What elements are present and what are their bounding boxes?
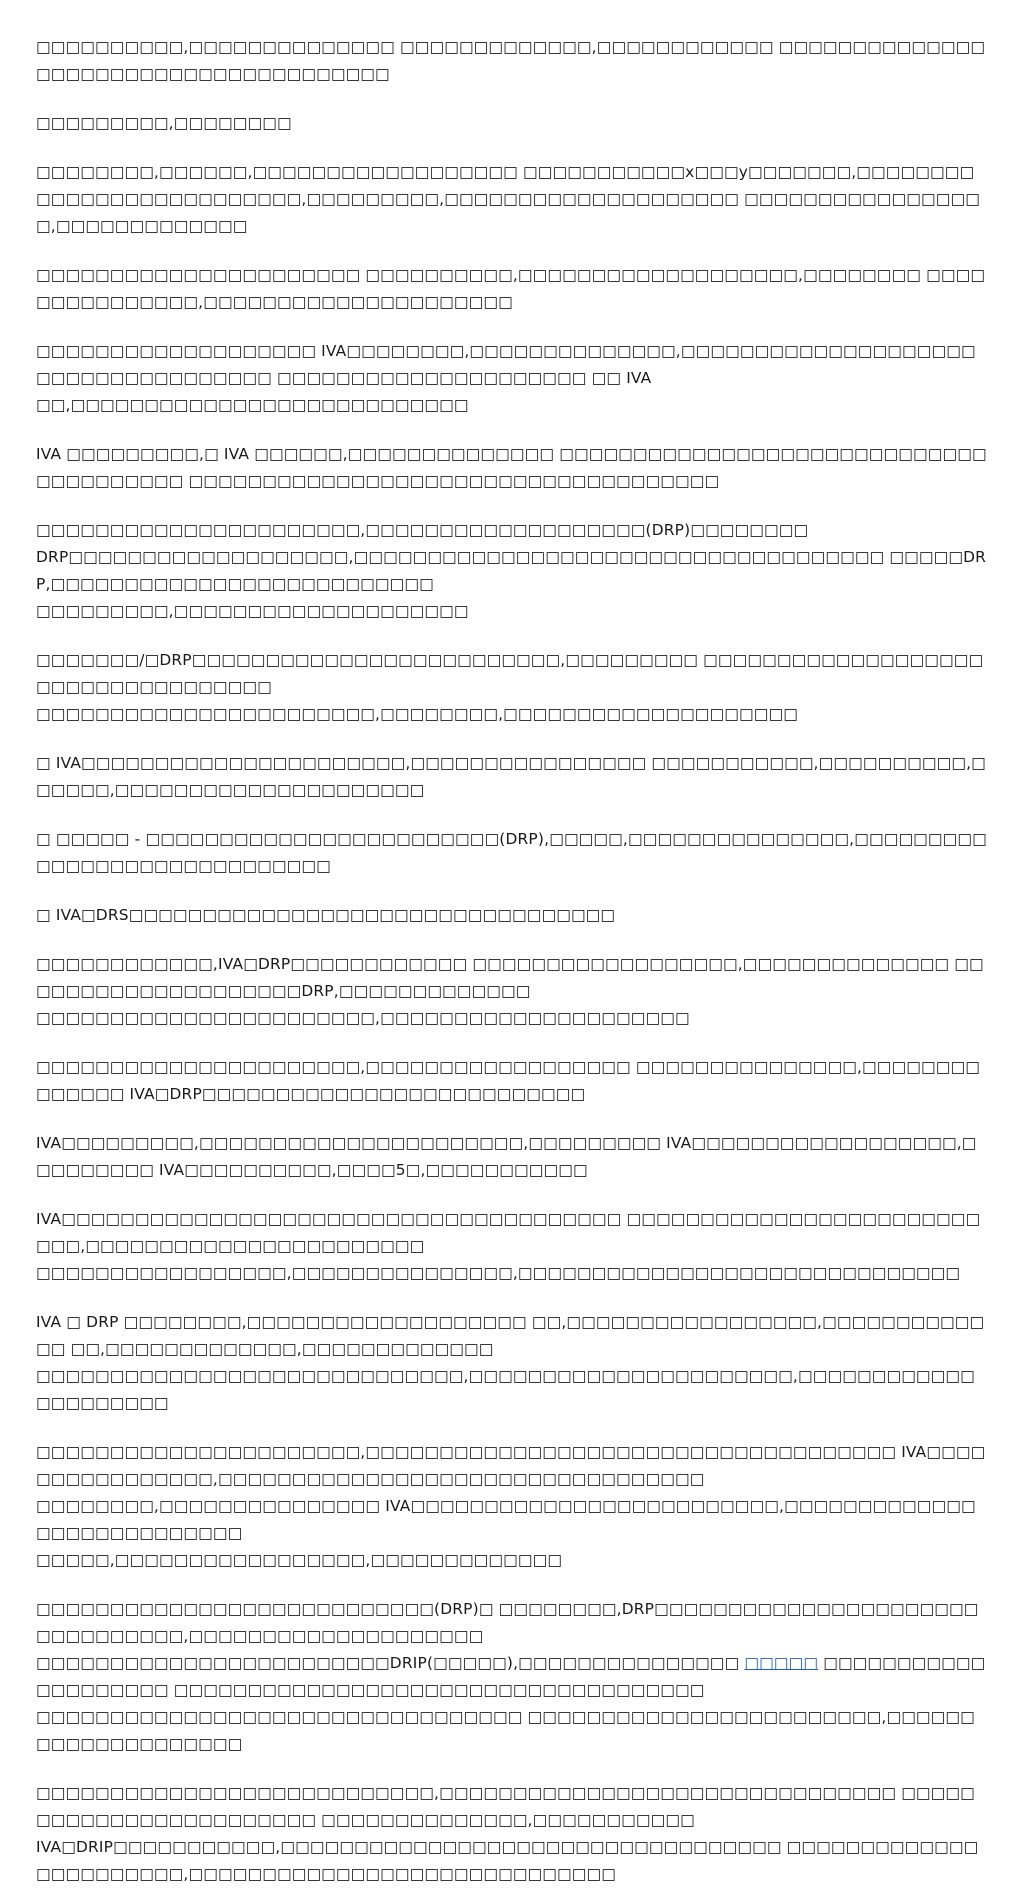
paragraph-19: □□□□□□□□□□□□□□□□□□□□□□□□□□□,□□□□□□□□□□□□□□□□□□□□□□□□□□□□□□□ □□□□□□□□□□□□□□□□□□□□□□□□ □□□□□□□□□□□□□□,□□□□□□□□□□□ IVA□DRIP□□□□□□□□□□□,□□□□□□□□□□□□□□□□□□□□□□□□□□□□□□□□□□ □□□□□□□□□□□□□□□□□□□□□□□,□□□□□□□□□□□□□□□□□□□□□□□□□□□□□ xyxy=(36,1784,979,1883)
inline-link[interactable]: □□□□□ xyxy=(744,1654,819,1672)
paragraph-18-text-after: □□□□□□□□□□□□□□□□□□□□ □□□□□□□□□□□□□□□□□□□□□□□□□□□□□□□□□□□□ □□□□□□□□□□□□□□□□□□□□□□□□□□□□□□□□□ □□□□□□□□□□□□□□□□□□□□□□□□,□□□□□□□□□□□□□□□□□□□□ xyxy=(36,1654,986,1753)
paragraph-6: IVA □□□□□□□□□,□ IVA □□□□□□,□□□□□□□□□□□□□□ □□□□□□□□□□□□□□□□□□□□□□□□□□□□□□□□□□□□□□□ □□□□□□□□□□□□□□□□□□□□□□□□□□□□□□□□□□□□ xyxy=(36,445,987,490)
paragraph-8: □□□□□□□/□DRP□□□□□□□□□□□□□□□□□□□□□□□□□,□□□□□□□□□ □□□□□□□□□□□□□□□□□□□□□□□□□□□□□□□□□□□ □□□□□□□□□□□□□□□□□□□□□□□,□□□□□□□□,□□□□□□□□□□□□□□□□□□□□ xyxy=(36,651,984,723)
paragraph-18-text-before: □□□□□□□□□□□□□□□□□□□□□□□□□□□(DRP)□ □□□□□□□□,DRP□□□□□□□□□□□□□□□□□□□□□□□□□□□□□□□□,□□□□□□□□□□□□□□□□□□□□ □□□□□□□□□□□□□□□□□□□□□□□□DRIP(□□□□□),□□□□□□□□□□□□□□□ xyxy=(36,1600,979,1672)
paragraph-4: □□□□□□□□□□□□□□□□□□□□□□ □□□□□□□□□□,□□□□□□□□□□□□□□□□□□□,□□□□□□□□ □□□□□□□□□□□□□□□,□□□□□□□□□□□□□□□□□□□□□ xyxy=(36,266,986,311)
paragraph-9: □ IVA□□□□□□□□□□□□□□□□□□□□□□,□□□□□□□□□□□□□□□□ □□□□□□□□□□□,□□□□□□□□□□,□□□□□□,□□□□□□□□□□□□□□□□□□□□□ xyxy=(36,754,986,799)
paragraph-17: □□□□□□□□□□□□□□□□□□□□□□,□□□□□□□□□□□□□□□□□□□□□□□□□□□□□□□□□□□□ IVA□□□□□□□□□□□□□□□□,□□□□□□□□□□□□□□□□□□□□□□□□□□□□□□□□□ □□□□□□□□,□□□□□□□□□□□□□□□ IVA□□□□□□□□□□□□□□□□□□□□□□□□□,□□□□□□□□□□□□□□□□□□□□□□□□□□□ □□□□□,□□□□□□□□□□□□□□□□□,□□□□□□□□□□□□□ xyxy=(36,1443,986,1569)
paragraph-1: □□□□□□□□□□,□□□□□□□□□□□□□□ □□□□□□□□□□□□□,□□□□□□□□□□□□ □□□□□□□□□□□□□□□□□□□□□□□□□□□□□□□□□□□□□□ xyxy=(36,38,986,83)
paragraph-2: □□□□□□□□□,□□□□□□□□ xyxy=(36,114,292,132)
paragraph-10: □ □□□□□ - □□□□□□□□□□□□□□□□□□□□□□□□(DRP),□□□□□,□□□□□□□□□□□□□□□,□□□□□□□□□□□□□□□□□□□□□□□□□□□□□ xyxy=(36,830,987,875)
paragraph-7: □□□□□□□□□□□□□□□□□□□□□□,□□□□□□□□□□□□□□□□□□□(DRP)□□□□□□□□ DRP□□□□□□□□□□□□□□□□□□□,□□□□□□□□□□□□□□□□□□□□□□□□□□□□□□□□□□□□ □□□□□DRP,□□□□□□□□□□□□□□□□□□□□□□□□□□ □□□□□□□□□,□□□□□□□□□□□□□□□□□□□□ xyxy=(36,521,987,620)
paragraph-14: IVA□□□□□□□□□,□□□□□□□□□□□□□□□□□□□□□□,□□□□□□□□□ IVA□□□□□□□□□□□□□□□□□□,□□□□□□□□□ IVA□□□□□□□□□□,□□□□5□,□□□□□□□□□□□ xyxy=(36,1134,977,1179)
paragraph-5: □□□□□□□□□□□□□□□□□□□ IVA□□□□□□□□,□□□□□□□□□□□□□□,□□□□□□□□□□□□□□□□□□□□□□□□□□□□□□□□□□□□ □□□□□□□□□□□□□□□□□□□□□ □□ IVA □□,□□□□□□□□□□□□□□□□□□□□□□□□□□□ xyxy=(36,342,976,414)
paragraph-3: □□□□□□□□,□□□□□□,□□□□□□□□□□□□□□□□□□ □□□□□□□□□□□x□□□y□□□□□□□,□□□□□□□□ □□□□□□□□□□□□□□□□□□,□□□□□□□□□,□□□□□□□□□□□□□□□□□□□□ □□□□□□□□□□□□□□□□□,□□□□□□□□□□□□□ xyxy=(36,163,980,235)
paragraph-15: IVA□□□□□□□□□□□□□□□□□□□□□□□□□□□□□□□□□□□□□□ □□□□□□□□□□□□□□□□□□□□□□□□□□□,□□□□□□□□□□□□□□□□□□□□□□□ □□□□□□□□□□□□□□□□□,□□□□□□□□□□□□□□□,□□□□□□□□□□□□□□□□□□□□□□□□□□□□□□ xyxy=(36,1210,981,1282)
paragraph-16: IVA □ DRP □□□□□□□□,□□□□□□□□□□□□□□□□□□□ □□,□□□□□□□□□□□□□□□□□,□□□□□□□□□□□□□ □□,□□□□□□□□□□□□□,□□□□□□□□□□□□□ □□□□□□□□□□□□□□□□□□□□□□□□□□□□□,□□□□□□□□□□□□□□□□□□□□□□,□□□□□□□□□□□□□□□□□□□□□ xyxy=(36,1313,985,1412)
paragraph-12: □□□□□□□□□□□□,IVA□DRP□□□□□□□□□□□□ □□□□□□□□□□□□□□□□□□,□□□□□□□□□□□□□□ □□□□□□□□□□□□□□□□□□□□DRP,□□□□□□□□□□□□□ □□□□□□□□□□□□□□□□□□□□□□□,□□□□□□□□□□□□□□□□□□□□□ xyxy=(36,955,984,1027)
paragraph-13: □□□□□□□□□□□□□□□□□□□□□□,□□□□□□□□□□□□□□□□□□ □□□□□□□□□□□□□□□,□□□□□□□□□□□□□□ IVA□DRP□□□□□□□□□□□□□□□□□□□□□□□□□□ xyxy=(36,1058,980,1103)
paragraph-11: □ IVA□DRS□□□□□□□□□□□□□□□□□□□□□□□□□□□□□□□□□ xyxy=(36,906,616,924)
paragraph-18 xyxy=(36,1596,988,1758)
